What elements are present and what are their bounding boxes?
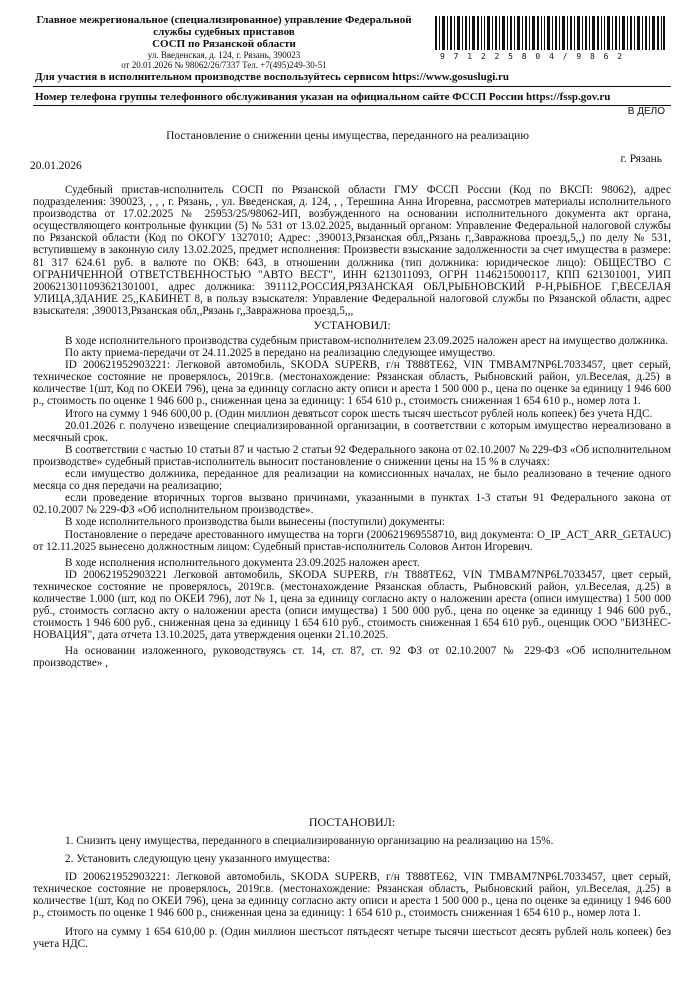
intro-paragraph	[33, 184, 671, 317]
issuer-line-2: службы судебных приставов	[153, 26, 295, 38]
document-title: Постановление о снижении цены имущества, переданного на реализацию	[166, 130, 529, 142]
paragraph: Итого на сумму 1 654 610,00 р. (Один миллион шестьсот пятьдесят четыре тысячи шестьсот десять рублей ноль копеек) без учета НДС.	[33, 925, 671, 950]
paragraph: В ходе исполнительного производства судебным приставом-исполнителем 23.09.2025 наложен арест на имущество должника.	[65, 335, 669, 347]
paragraph: Итого на сумму 1 946 600,00 р. (Один миллион девятьсот сорок шесть тысяч шестьсот рублей ноль копеек) без учета НДС.	[65, 407, 653, 420]
paragraph: В ходе исполнительного производства были вынесены (поступили) документы:	[65, 516, 445, 529]
paragraph: ID 200621952903221: Легковой автомобиль, SKODA SUPERB, г/н Т888ТЕ62, VIN TMBAM7NP6L7033457, цвет серый, техническое состояние не проверялось, 2019г.в. (местонахождение: Рязанская область, Рыбновский район, ул.Веселая, д.25) в количестве 1(шт, Код по ОКЕИ 796), цена за единицу согласно акту описи и ареста 1 500 000 р., цена по оценке за единицу 1 946 600 р., стоимость по оценке 1 946 600 р., сниженная цена за единицу: 1 654 610 р., стоимость сниженная 1 654 610 р., номер лота 1.	[33, 359, 671, 408]
issuer-line-1: Главное межрегиональное (специализированное) управление Федеральной	[36, 14, 412, 26]
findings-block	[33, 335, 671, 670]
paragraph: По акту приема-передачи от 24.11.2025 в передано на реализацию следующее имущество.	[65, 347, 496, 360]
barcode-number: 9 7 1 2 2 5 8 0 4 / 9 8 6 2	[440, 52, 625, 61]
paragraph: Постановление о передаче арестованного имущества на торги (200621969558710, вид документа: O_IP_ACT_ARR_GETAUC) от 12.11.2025 вынесено должностным лицом: Судебный пристав-исполнитель Соловов Антон Игоревич.	[33, 528, 671, 553]
paragraph: В ходе исполнения исполнительного документа 23.09.2025 наложен арест.	[65, 556, 420, 569]
divider	[33, 86, 671, 87]
section-ustanovil: УСТАНОВИЛ:	[313, 318, 391, 332]
issuer-header	[30, 14, 418, 70]
v-delo-mark: В ДЕЛО	[627, 106, 665, 117]
divider	[33, 105, 671, 106]
paragraph: 2. Установить следующую цену указанного имущества:	[65, 853, 331, 866]
paragraph: ID 200621952903221 Легковой автомобиль, SKODA SUPERB, г/н Т888ТЕ62, VIN TMBAM7NP6L7033457, цвет серый, техническое состояние не проверялось, 2019г.в. (местонахождение Рязанская область, Рыбновский район, ул.Веселая, д.25) в количестве 1.000 (шт, код по ОКЕИ 796), лот № 1, цена за единицу согласно акту о наложении ареста (описи имущества) 1 500 000 руб., стоимость согласно акту о наложении ареста (описи имущества) 1 500 000 руб., цена по оценке за единицу 1 946 600 руб., стоимость 1 946 600 руб., сниженная цена за единицу 1 654 610 руб., стоимость сниженная 1 654 610 руб., оценщик ООО "БИЗНЕС-НОВАЦИЯ", дата отчета 13.10.2025, дата утверждения оценки 21.10.2025.	[33, 568, 671, 642]
paragraph: На основании изложенного, руководствуясь ст. 14, ст. 87, ст. 92 ФЗ от 02.10.2007 № 229-ФЗ «Об исполнительном производстве» ,	[33, 645, 671, 670]
section-postanovil: ПОСТАНОВИЛ:	[308, 815, 396, 829]
gosuslugi-notice: Для участия в исполнительном производстве воспользуйтесь сервисом https://www.gosuslugi.ru	[35, 71, 510, 83]
paragraph: ID 200621952903221: Легковой автомобиль, SKODA SUPERB, г/н Т888ТЕ62, VIN TMBAM7NP6L7033457, цвет серый, техническое состояние не проверялось, 2019г.в. (местонахождение: Рязанская область, Рыбновский район, ул.Веселая, д.25) в количестве 1(шт, Код по ОКЕИ 796), цена за единицу согласно акту описи и ареста 1 500 000 р., цена по оценке за единицу 1 946 600 р., стоимость по оценке 1 946 600 р., сниженная цена за единицу: 1 654 610 р., стоимость сниженная 1 654 610 р., номер лота 1.	[33, 871, 671, 920]
fssp-phone-notice: Номер телефона группы телефонного обслуживания указан на официальном сайте ФССП России https://fssp.gov.ru	[35, 91, 611, 103]
intro-text: Судебный пристав-исполнитель СОСП по Рязанской области ГМУ ФССП России (Код по ВКСП: 98062), адрес подразделения: 390023, , , , г. Рязань, , ул. Введенская, д. 124, , , Терешина Анна Игоревна, рассмотрев материалы исполнительного производства от 17.02.2025 № 25953/25/98062-ИП, возбужденного на основании исполнительного документа акт органа, осуществляющего контрольные функции (5) № 531 от 13.02.2025, выданный органом: Управление Федеральной налоговой службы по Рязанской области (Код по ОКОГУ 1327010; Адрес: ,390013,Рязанская обл,,Рязань г,,Завражнова проезд,5,,) по делу № 531, вступившему в законную силу 13.02.2025, предмет исполнения: Произвести взыскание задолженности за счет имущества в размере: 81 317 624.61 руб. в валюте по ОКВ: 643, в отношении должника (тип должника: юридическое лицо): ОБЩЕСТВО С ОГРАНИЧЕННОЙ ОТВЕТСТВЕННОСТЬЮ "АВТО ВЕСТ", ИНН 6213011093, ОГРН 1146215000117, КПП 621301001, УИП 2006213011093621301001, адрес должника: 391112,РОССИЯ,РЯЗАНСКАЯ ОБЛ,РЫБНОВСКИЙ Р-Н,РЫБНОЕ Г,ВЕСЕЛАЯ УЛИЦА,ЗДАНИЕ 25,,КАБИНЕТ 8, в пользу взыскателя: Управление Федеральной налоговой службы по Рязанской области, адрес взыскателя: ,390013,Рязанская обл,,Рязань г,,Завражнова проезд,5,,,	[33, 184, 671, 317]
doc-number-phone: от 20.01.2026 № 98062/26/7337 Тел. +7(495)249-30-51	[121, 60, 327, 70]
paragraph: если имущество должника, переданное для реализации на комиссионных началах, не было реализовано в течение одного месяца со дня передачи на реализацию;	[33, 468, 671, 493]
document-date: 20.01.2026	[30, 160, 82, 172]
barcode-icon	[435, 16, 665, 50]
paragraph: если проведение вторичных торгов вызвано причинами, указанными в пунктах 1-3 статьи 91 Федерального закона от 02.10.2007 № 229-ФЗ «Об исполнительном производстве».	[33, 492, 671, 517]
resolution-block	[33, 835, 671, 950]
issuer-address: ул. Введенская, д. 124, г. Рязань, 390023	[147, 50, 301, 60]
document-city: г. Рязань	[620, 153, 662, 165]
issuer-line-3: СОСП по Рязанской области	[152, 38, 296, 50]
paragraph: В соответствии с частью 10 статьи 87 и частью 2 статьи 92 Федерального закона от 02.10.2007 № 229-ФЗ «Об исполнительном производстве» судебный пристав-исполнитель выносит постановление о снижении цены на 15 % в случаях:	[33, 443, 671, 468]
paragraph: 1. Снизить цену имущества, переданного в специализированную организацию на реализацию на 15%.	[65, 835, 554, 847]
paragraph: 20.01.2026 г. получено извещение специализированной организации, в соответствии с которым имущество нереализовано в месячный срок.	[33, 419, 671, 444]
